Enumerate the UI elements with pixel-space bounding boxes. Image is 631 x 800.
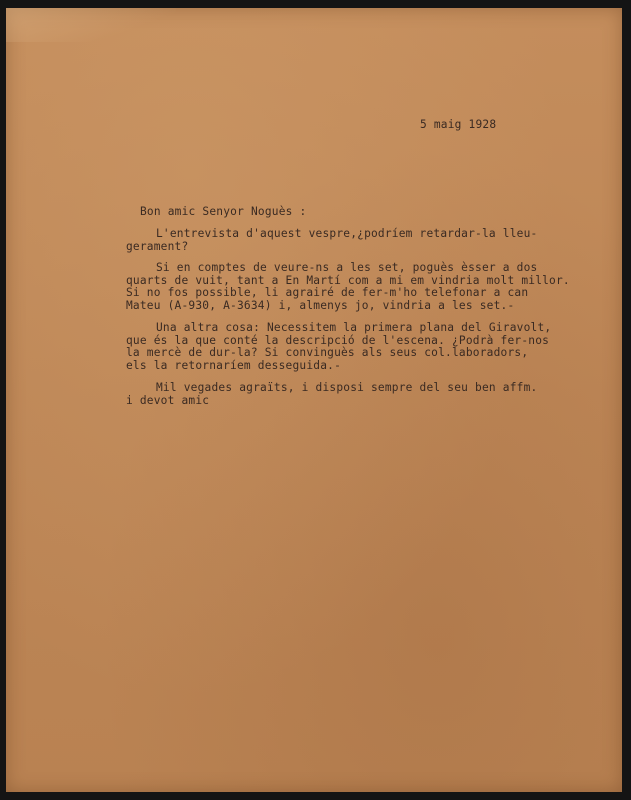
paragraph-line: Mil vegades agraïts, i disposi sempre del seu ben affm. <box>156 381 538 394</box>
paragraph-1 <box>126 227 538 253</box>
paragraph-line: Una altra cosa: Necessitem la primera plana del Giravolt, <box>156 321 552 334</box>
paper-fold <box>6 8 176 42</box>
paragraph-line: Mateu (A-930, A-3634) i, almenys jo, vindria a les set.- <box>126 298 515 312</box>
paragraph-line: la mercè de dur-la? Si convinguès als seus col.laboradors, <box>126 346 529 360</box>
paragraph-line: Si no fos possible, li agrairé de fer-m'ho telefonar a can <box>126 286 529 300</box>
paragraph-3 <box>126 322 551 372</box>
paragraph-line: que és la que conté la descripció de l'escena. ¿Podrà fer-nos <box>126 333 550 347</box>
paragraph-line: L'entrevista d'aquest vespre,¿podríem retardar-la lleu- <box>156 227 538 240</box>
paragraph-line: Si en comptes de veure-ns a les set, poguès èsser a dos <box>156 261 538 274</box>
letter-salutation: Bon amic Senyor Noguès : <box>140 205 307 218</box>
paragraph-line: i devot amic <box>126 393 210 407</box>
letter-date: 5 maig 1928 <box>420 118 497 131</box>
paragraph-4 <box>126 382 537 407</box>
paragraph-line: gerament? <box>126 239 189 253</box>
paragraph-2 <box>126 262 570 312</box>
paragraph-line: els la retornaríem desseguida.- <box>126 358 341 372</box>
paragraph-line: quarts de vuit, tant a En Martí com a mi em vindria molt millor. <box>126 273 570 287</box>
